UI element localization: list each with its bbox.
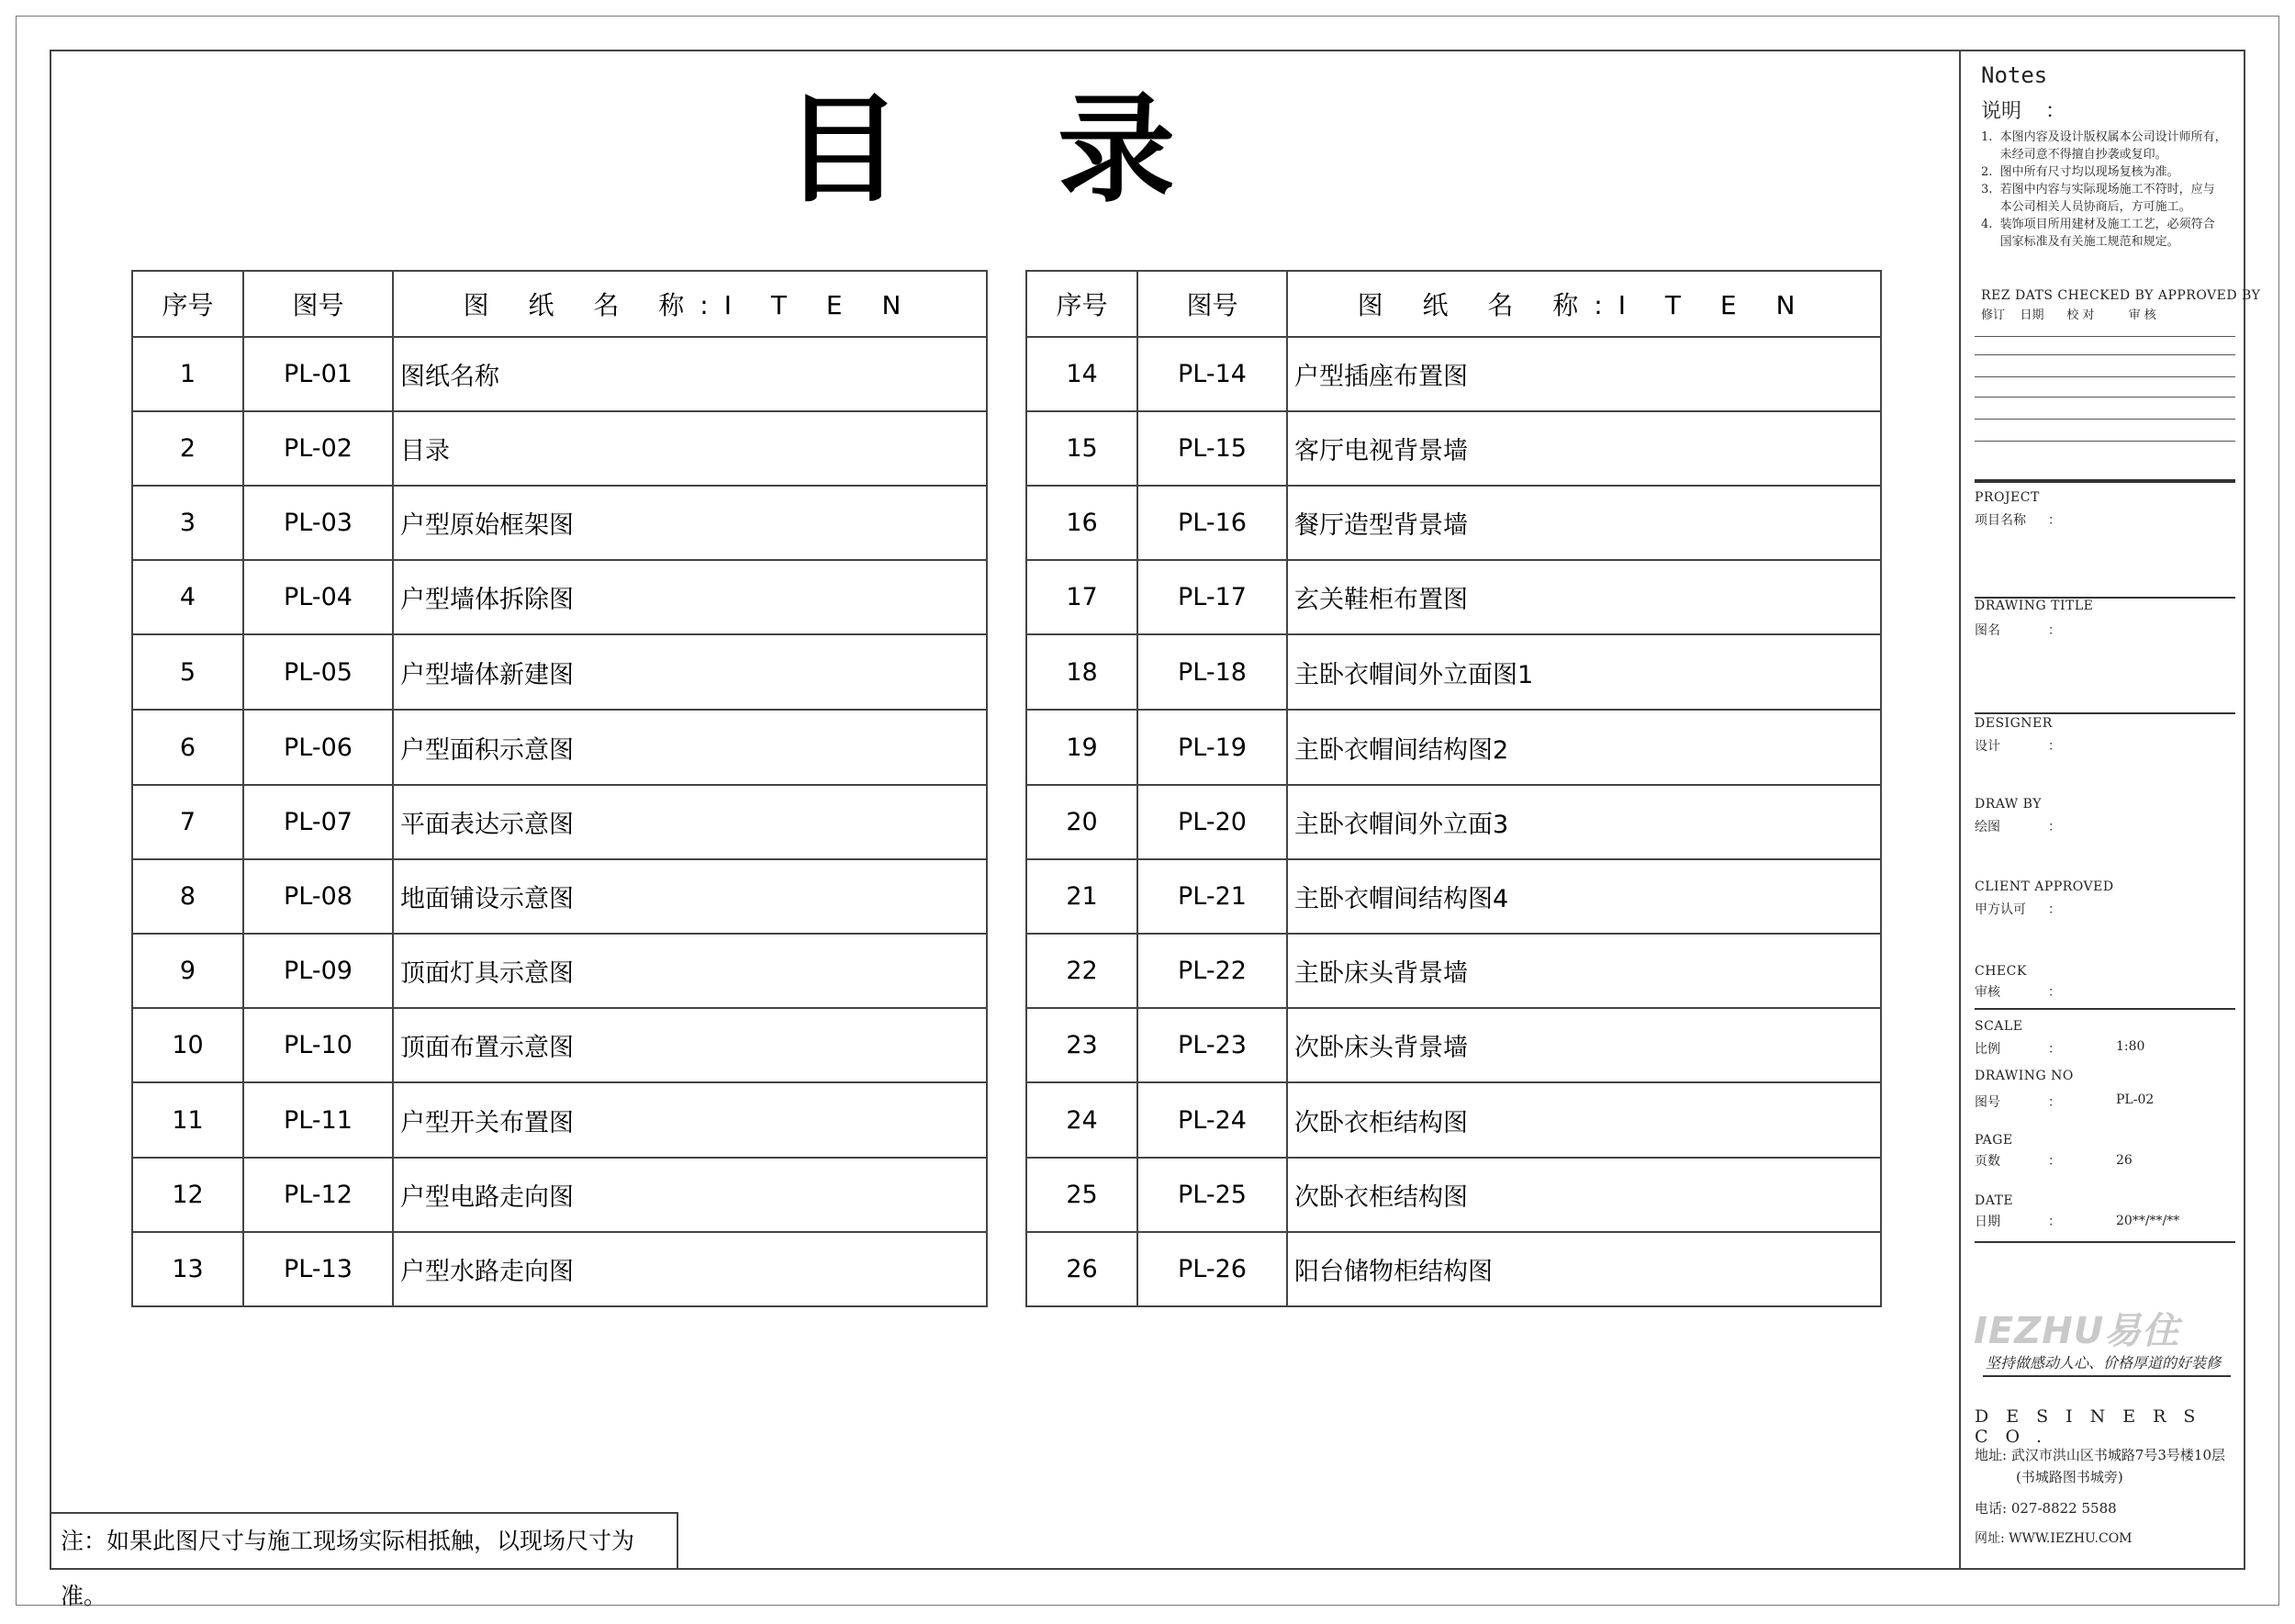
drawing-code: PL-22 bbox=[1137, 934, 1287, 1008]
row-number: 8 bbox=[132, 859, 243, 934]
revision-bottom-line bbox=[1975, 479, 2235, 483]
website: 网址: WWW.IEZHU.COM bbox=[1975, 1531, 2133, 1546]
row-number: 15 bbox=[1026, 411, 1137, 486]
note-item: 4. 装饰项目所用建材及施工工艺，必须符合 bbox=[1981, 218, 2215, 231]
drawing-name: 次卧衣柜结构图 bbox=[1287, 1082, 1881, 1158]
table-row bbox=[132, 634, 987, 710]
table-row bbox=[1026, 411, 1881, 486]
drawing-code: PL-09 bbox=[243, 934, 393, 1008]
revision-header-en: REZ DATS CHECKED BY APPROVED BY bbox=[1981, 288, 2261, 303]
row-number: 26 bbox=[1026, 1232, 1137, 1306]
divider bbox=[1975, 1008, 2235, 1010]
row-number: 1 bbox=[132, 337, 243, 411]
header-name: 图 纸 名 称:I T E N bbox=[393, 271, 987, 337]
row-number: 16 bbox=[1026, 486, 1137, 560]
drawing-name: 户型水路走向图 bbox=[393, 1232, 987, 1306]
drawing-name: 阳台储物柜结构图 bbox=[1287, 1232, 1881, 1306]
designer-label-cn: 设计 ： bbox=[1975, 739, 2061, 754]
row-number: 5 bbox=[132, 634, 243, 710]
drawing-code: PL-12 bbox=[243, 1158, 393, 1232]
drawing-name: 户型电路走向图 bbox=[393, 1158, 987, 1232]
drawing-code: PL-20 bbox=[1137, 785, 1287, 859]
table-row bbox=[1026, 934, 1881, 1008]
note-item: 3. 若图中内容与实际现场施工不符时，应与 bbox=[1981, 183, 2215, 196]
revision-line bbox=[1975, 397, 2235, 398]
row-number: 21 bbox=[1026, 859, 1137, 934]
drawing-code: PL-14 bbox=[1137, 337, 1287, 411]
row-number: 3 bbox=[132, 486, 243, 560]
table-row bbox=[1026, 1158, 1881, 1232]
drawing-name: 户型墙体拆除图 bbox=[393, 560, 987, 634]
drawing-code: PL-16 bbox=[1137, 486, 1287, 560]
note-item: 未经司意不得擅自抄袭或复印。 bbox=[1981, 148, 2167, 162]
drawing-code: PL-11 bbox=[243, 1082, 393, 1158]
drawing-code: PL-21 bbox=[1137, 859, 1287, 934]
row-number: 13 bbox=[132, 1232, 243, 1306]
header-no: 序号 bbox=[1026, 271, 1137, 337]
header-code: 图号 bbox=[243, 271, 393, 337]
header-code: 图号 bbox=[1137, 271, 1287, 337]
drawing-code: PL-06 bbox=[243, 710, 393, 785]
row-number: 4 bbox=[132, 560, 243, 634]
note-item: 1. 本图内容及设计版权属本公司设计师所有， bbox=[1981, 130, 2227, 144]
drawing-name: 户型插座布置图 bbox=[1287, 337, 1881, 411]
drawing-name: 户型面积示意图 bbox=[393, 710, 987, 785]
drawing-code: PL-19 bbox=[1137, 710, 1287, 785]
drawing-name: 次卧衣柜结构图 bbox=[1287, 1158, 1881, 1232]
drawing-code: PL-26 bbox=[1137, 1232, 1287, 1306]
drawing-title-label-en: DRAWING TITLE bbox=[1975, 599, 2094, 613]
drawing-name: 顶面布置示意图 bbox=[393, 1008, 987, 1082]
row-number: 22 bbox=[1026, 934, 1137, 1008]
notes-heading-en: Notes bbox=[1981, 62, 2048, 88]
scale-label-cn: 比例 ： bbox=[1975, 1042, 2061, 1057]
drawing-code: PL-08 bbox=[243, 859, 393, 934]
phone: 电话: 027-8822 5588 bbox=[1975, 1500, 2117, 1517]
table-row bbox=[132, 337, 987, 411]
header-name: 图 纸 名 称:I T E N bbox=[1287, 271, 1881, 337]
table-row bbox=[1026, 337, 1881, 411]
table-row bbox=[132, 1232, 987, 1306]
drawing-name: 顶面灯具示意图 bbox=[393, 934, 987, 1008]
revision-line bbox=[1975, 419, 2235, 420]
table-row bbox=[1026, 634, 1881, 710]
company-name: DESINERS CO. bbox=[1975, 1406, 2213, 1447]
drawing-name: 玄关鞋柜布置图 bbox=[1287, 560, 1881, 634]
table-row bbox=[1026, 560, 1881, 634]
row-number: 18 bbox=[1026, 634, 1137, 710]
row-number: 11 bbox=[132, 1082, 243, 1158]
row-number: 12 bbox=[132, 1158, 243, 1232]
drawing-code: PL-03 bbox=[243, 486, 393, 560]
drawing-name: 餐厅造型背景墙 bbox=[1287, 486, 1881, 560]
table-row bbox=[1026, 486, 1881, 560]
table-row bbox=[132, 785, 987, 859]
drawing-code: PL-13 bbox=[243, 1232, 393, 1306]
drawing-code: PL-24 bbox=[1137, 1082, 1287, 1158]
row-number: 2 bbox=[132, 411, 243, 486]
drawing-name: 图纸名称 bbox=[393, 337, 987, 411]
drawing-name: 平面表达示意图 bbox=[393, 785, 987, 859]
drawing-no-value: PL-02 bbox=[2116, 1092, 2155, 1107]
table-row bbox=[1026, 1232, 1881, 1306]
drawing-code: PL-02 bbox=[243, 411, 393, 486]
date-label-en: DATE bbox=[1975, 1193, 2014, 1208]
row-number: 6 bbox=[132, 710, 243, 785]
table-row bbox=[132, 1008, 987, 1082]
client-approved-label-en: CLIENT APPROVED bbox=[1975, 879, 2114, 894]
revision-line bbox=[1975, 336, 2235, 337]
company-slogan: 坚持做感动人心、价格厚道的好装修 bbox=[1986, 1354, 2222, 1372]
date-label-cn: 日期 ： bbox=[1975, 1215, 2061, 1229]
drawing-index-table-left bbox=[131, 270, 988, 1307]
check-label-en: CHECK bbox=[1975, 964, 2027, 979]
drawing-name: 地面铺设示意图 bbox=[393, 859, 987, 934]
drawing-name: 次卧床头背景墙 bbox=[1287, 1008, 1881, 1082]
table-row bbox=[132, 859, 987, 934]
note-item: 本公司相关人员协商后，方可施工。 bbox=[1981, 200, 2191, 214]
note-item: 2. 图中所有尺寸均以现场复核为准。 bbox=[1981, 165, 2179, 179]
row-number: 25 bbox=[1026, 1158, 1137, 1232]
row-number: 10 bbox=[132, 1008, 243, 1082]
divider bbox=[1975, 1241, 2235, 1243]
table-row bbox=[132, 710, 987, 785]
notes-list bbox=[1981, 129, 2238, 251]
page-title: 目录 bbox=[784, 81, 1331, 218]
scale-value: 1:80 bbox=[2116, 1039, 2145, 1054]
footer-note: 注：如果此图尺寸与施工现场实际相抵触，以现场尺寸为准。 bbox=[50, 1512, 678, 1570]
address: 地址: 武汉市洪山区书城路7号3号楼10层 bbox=[1975, 1447, 2226, 1463]
table-row bbox=[132, 560, 987, 634]
drawing-code: PL-18 bbox=[1137, 634, 1287, 710]
drawing-name: 主卧床头背景墙 bbox=[1287, 934, 1881, 1008]
drawing-code: PL-15 bbox=[1137, 411, 1287, 486]
divider bbox=[1975, 712, 2235, 714]
table-row bbox=[132, 1158, 987, 1232]
table-row bbox=[1026, 785, 1881, 859]
table-row bbox=[132, 486, 987, 560]
slogan-underline bbox=[1983, 1375, 2231, 1377]
notes-heading-cn: 说明 ： bbox=[1981, 100, 2066, 123]
table-row bbox=[1026, 1082, 1881, 1158]
table-row bbox=[1026, 859, 1881, 934]
header-no: 序号 bbox=[132, 271, 243, 337]
drawing-code: PL-07 bbox=[243, 785, 393, 859]
table-row bbox=[1026, 1008, 1881, 1082]
drawing-code: PL-01 bbox=[243, 337, 393, 411]
drawing-name: 目录 bbox=[393, 411, 987, 486]
title-block-divider bbox=[1959, 50, 1961, 1570]
revision-header-cn: 修订 日期 校 对 审 核 bbox=[1981, 308, 2156, 322]
drawing-title-label-cn: 图名 ： bbox=[1975, 623, 2061, 638]
drawing-name: 户型开关布置图 bbox=[393, 1082, 987, 1158]
page-label-en: PAGE bbox=[1975, 1133, 2013, 1148]
drawing-no-label-en: DRAWING NO bbox=[1975, 1069, 2074, 1083]
row-number: 20 bbox=[1026, 785, 1137, 859]
drawing-code: PL-17 bbox=[1137, 560, 1287, 634]
drawing-name: 主卧衣帽间结构图4 bbox=[1287, 859, 1881, 934]
drawing-name: 户型墙体新建图 bbox=[393, 634, 987, 710]
drawing-no-label-cn: 图号 ： bbox=[1975, 1095, 2061, 1110]
drawing-name: 主卧衣帽间外立面图1 bbox=[1287, 634, 1881, 710]
client-approved-label-cn: 甲方认可 ： bbox=[1975, 902, 2061, 917]
date-value: 20**/**/** bbox=[2116, 1214, 2180, 1228]
page-label-cn: 页数 ： bbox=[1975, 1154, 2061, 1169]
page-value: 26 bbox=[2116, 1153, 2133, 1168]
drawing-name: 主卧衣帽间结构图2 bbox=[1287, 710, 1881, 785]
check-label-cn: 审核 ： bbox=[1975, 985, 2061, 1000]
table-row bbox=[132, 934, 987, 1008]
row-number: 14 bbox=[1026, 337, 1137, 411]
row-number: 17 bbox=[1026, 560, 1137, 634]
draw-by-label-cn: 绘图 ： bbox=[1975, 820, 2061, 834]
drawing-code: PL-04 bbox=[243, 560, 393, 634]
drawing-code: PL-25 bbox=[1137, 1158, 1287, 1232]
table-row bbox=[132, 411, 987, 486]
note-item: 国家标准及有关施工规范和规定。 bbox=[1981, 235, 2179, 249]
revision-line bbox=[1975, 376, 2235, 377]
draw-by-label-en: DRAW BY bbox=[1975, 797, 2042, 812]
row-number: 19 bbox=[1026, 710, 1137, 785]
drawing-code: PL-05 bbox=[243, 634, 393, 710]
drawing-index-table-right bbox=[1025, 270, 1882, 1307]
revision-line bbox=[1975, 441, 2235, 442]
row-number: 7 bbox=[132, 785, 243, 859]
drawing-name: 客厅电视背景墙 bbox=[1287, 411, 1881, 486]
drawing-code: PL-23 bbox=[1137, 1008, 1287, 1082]
row-number: 9 bbox=[132, 934, 243, 1008]
table-row bbox=[1026, 710, 1881, 785]
project-label-cn: 项目名称 ： bbox=[1975, 513, 2061, 528]
project-label-en: PROJECT bbox=[1975, 490, 2040, 505]
row-number: 24 bbox=[1026, 1082, 1137, 1158]
scale-label-en: SCALE bbox=[1975, 1019, 2023, 1034]
address-detail: (书城路图书城旁) bbox=[2016, 1469, 2123, 1485]
row-number: 23 bbox=[1026, 1008, 1137, 1082]
revision-line bbox=[1975, 354, 2235, 355]
table-row bbox=[132, 1082, 987, 1158]
drawing-code: PL-10 bbox=[243, 1008, 393, 1082]
drawing-name: 户型原始框架图 bbox=[393, 486, 987, 560]
designer-label-en: DESIGNER bbox=[1975, 716, 2053, 731]
drawing-name: 主卧衣帽间外立面3 bbox=[1287, 785, 1881, 859]
company-logo: IEZHU易住 bbox=[1974, 1310, 2180, 1352]
